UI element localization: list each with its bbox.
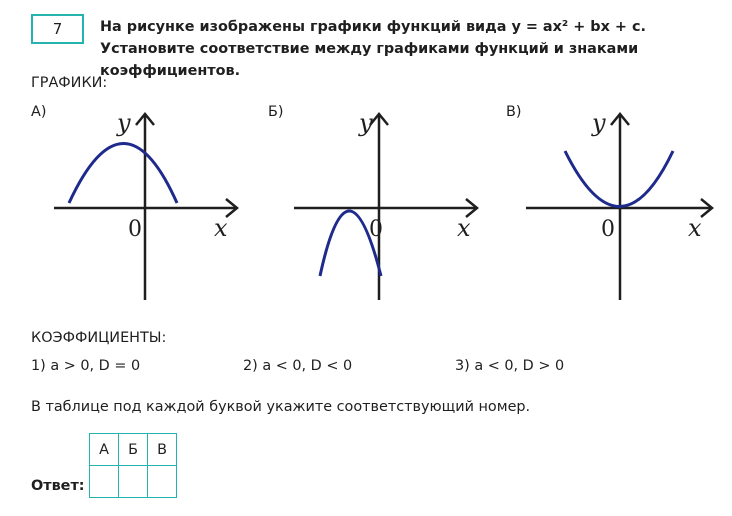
graph-c: [522, 108, 722, 303]
graphs-heading: ГРАФИКИ:: [31, 75, 108, 91]
x-axis-label: x: [214, 214, 228, 242]
answer-header-b: Б: [119, 434, 148, 466]
coeff-option-3: 3) a < 0, D > 0: [455, 358, 565, 374]
answer-cell-c[interactable]: [148, 466, 177, 498]
answer-table: [89, 433, 177, 498]
origin-label: 0: [369, 217, 383, 242]
instruction-text: В таблице под каждой буквой укажите соответствующий номер.: [31, 399, 531, 415]
answer-header-c: В: [148, 434, 177, 466]
x-axis-label: x: [688, 214, 702, 242]
origin-label: 0: [601, 217, 615, 242]
y-axis-label: y: [592, 109, 606, 137]
coeffs-heading: КОЭФФИЦИЕНТЫ:: [31, 330, 167, 346]
answer-cell-a[interactable]: [90, 466, 119, 498]
parabola-curve: [69, 144, 177, 204]
x-axis-label: x: [457, 214, 471, 242]
graph-b-letter: Б): [268, 104, 284, 120]
answer-label: Ответ:: [31, 478, 85, 494]
coeff-option-2: 2) a < 0, D < 0: [243, 358, 353, 374]
graph-a: [50, 108, 250, 303]
graph-b: [290, 108, 490, 303]
y-axis-label: y: [359, 109, 373, 137]
y-axis-label: y: [117, 109, 131, 137]
graph-c-letter: В): [506, 104, 522, 120]
task-question: На рисунке изображены графики функций вида y = ax² + bx + c. Установите соответствие между графиками функций и знаками коэффициентов.: [100, 19, 646, 79]
answer-header-a: А: [90, 434, 119, 466]
origin-label: 0: [128, 217, 142, 242]
answer-cell-b[interactable]: [119, 466, 148, 498]
task-number: 7: [31, 14, 84, 44]
graph-a-letter: А): [31, 104, 47, 120]
coeff-option-1: 1) a > 0, D = 0: [31, 358, 141, 374]
